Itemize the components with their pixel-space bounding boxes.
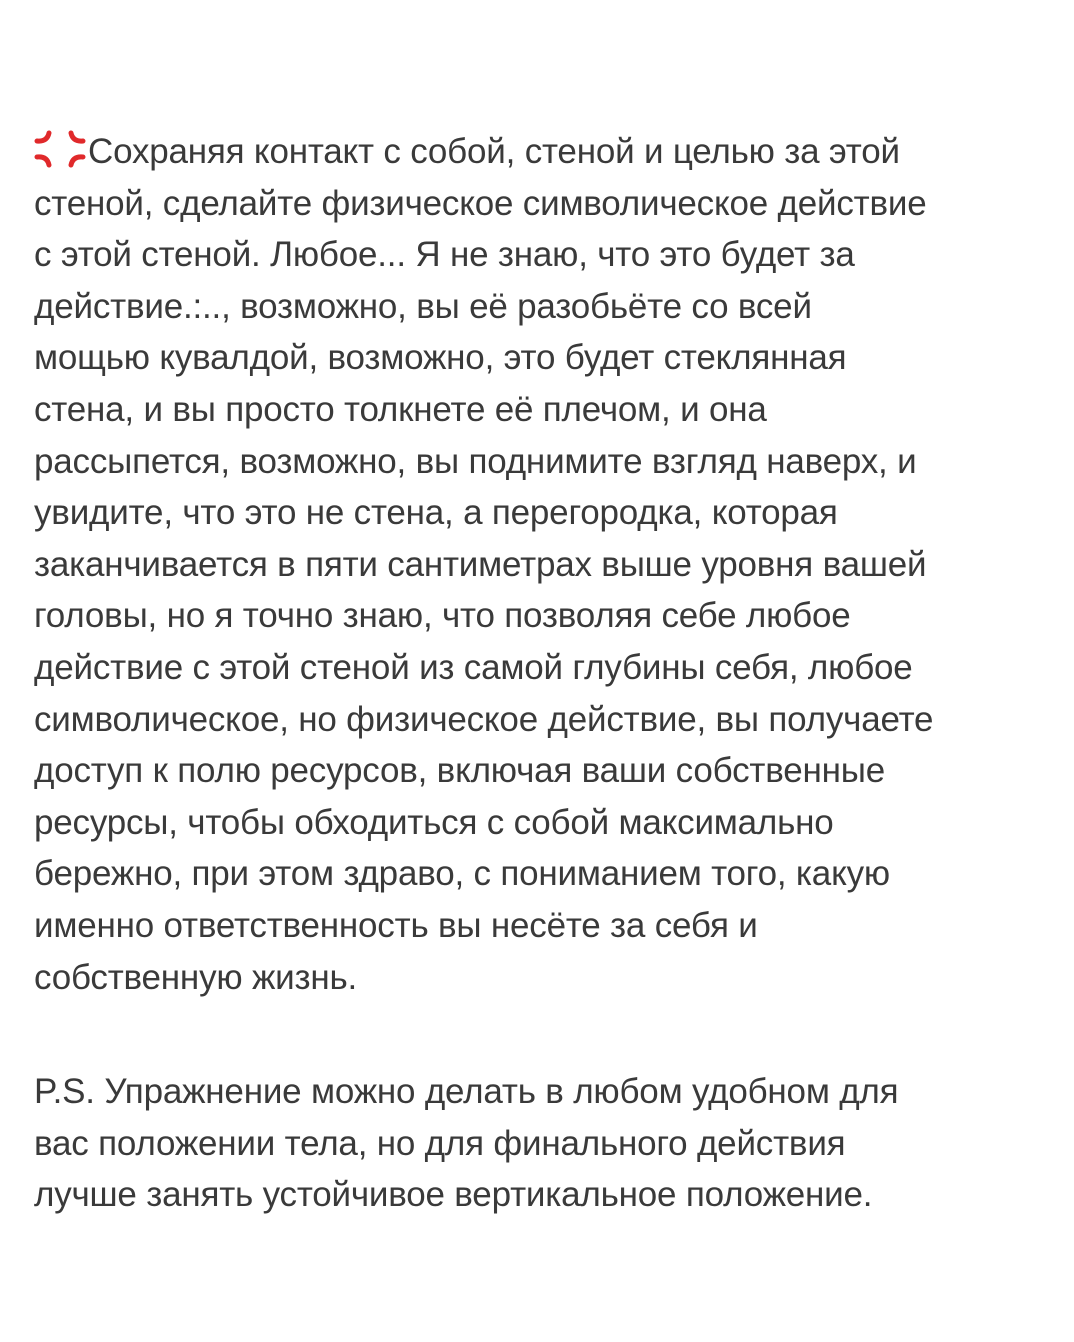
text-line: увидите, что это не стена, а перегородка, которая xyxy=(34,493,838,533)
text-line: стеной, сделайте физическое символическое действие xyxy=(34,183,927,223)
ps-line: лучше занять устойчивое вертикальное положение. xyxy=(34,1175,873,1215)
text-line: с этой стеной. Любое... Я не знаю, что это будет за xyxy=(34,235,855,275)
text-line: головы, но я точно знаю, что позволяя себе любое xyxy=(34,596,851,636)
text-line: бережно, при этом здраво, с пониманием того, какую xyxy=(34,854,890,894)
ps-line: вас положении тела, но для финального действия xyxy=(34,1123,846,1163)
main-paragraph xyxy=(34,126,1044,1003)
text-line: действие с этой стеной из самой глубины себя, любое xyxy=(34,647,913,687)
text-line: собственную жизнь. xyxy=(34,957,358,997)
text-line: действие.:.., возможно, вы её разобьёте со всей xyxy=(34,286,812,326)
text-line: стена, и вы просто толкнете её плечом, и она xyxy=(34,389,767,429)
text-line: мощью кувалдой, возможно, это будет стеклянная xyxy=(34,338,847,378)
text-line-content: Сохраняя контакт с собой, стеной и целью за этой xyxy=(88,132,900,171)
text-line: доступ к полю ресурсов, включая ваши собственные xyxy=(34,751,885,791)
anger-symbol-icon xyxy=(34,129,86,169)
text-line: ресурсы, чтобы обходиться с собой максимально xyxy=(34,802,834,842)
ps-paragraph xyxy=(34,1066,1044,1221)
text-line xyxy=(34,126,1044,178)
text-line: символическое, но физическое действие, вы получаете xyxy=(34,699,934,739)
text-line: рассыпется, возможно, вы поднимите взгляд наверх, и xyxy=(34,441,917,481)
text-line: именно ответственность вы несёте за себя и xyxy=(34,905,758,945)
text-line: заканчивается в пяти сантиметрах выше уровня вашей xyxy=(34,544,927,584)
ps-line: P.S. Упражнение можно делать в любом удобном для xyxy=(34,1072,899,1111)
